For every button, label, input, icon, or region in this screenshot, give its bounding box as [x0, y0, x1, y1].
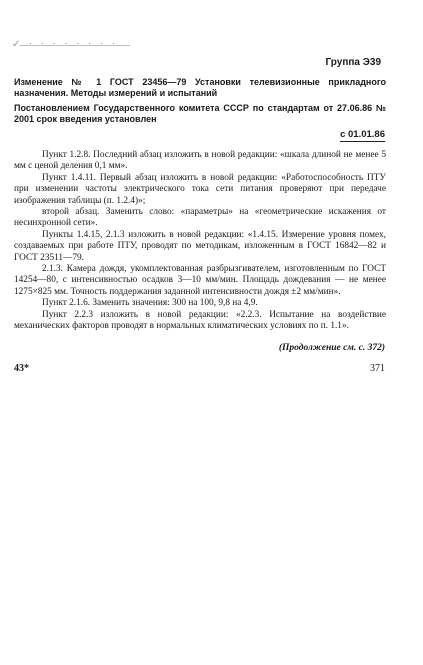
paragraph: Пункт 1.4.11. Первый абзац изложить в новой редакции: «Работоспособность ПТУ при изменении частоты электрического тока сети питания проверяют при передаче изображения таблицы (п. 1.2.4)»; [14, 172, 386, 206]
amendment-body [14, 150, 386, 333]
paragraph: Пункт 2.1.6. Заменить значения: 300 на 100, 9,8 на 4,9. [42, 298, 258, 309]
decree-text: Постановлением Государственного комитета СССР по стандартам от 27.06.86 № 2001 срок введения установлен [14, 103, 386, 124]
paragraph: второй абзац. Заменить слово: «параметры» на «геометрические искажения от несинхронной сети». [14, 207, 386, 229]
page-number: 371 [370, 363, 385, 374]
document-title: Изменение № 1 ГОСТ 23456—79 Установки телевизионные прикладного назначения. Методы измерений и испытаний [14, 77, 386, 98]
paragraph: Пункты 1.4.15, 2.1.3 изложить в новой редакции: «1.4.15. Измерение уровня помех, создаваемых при работе ПТУ, проводят по методикам, изложенным в ГОСТ 16842—82 и ГОСТ 23511—79. [14, 229, 386, 263]
signature-mark: 43* [14, 363, 29, 374]
continuation-note: (Продолжение см. с. 372) [278, 343, 385, 353]
paragraph: Пункт 2.2.3 изложить в новой редакции: «2.2.3. Испытание на воздействие механических факторов проводят в нормальных климатических условиях по п. 1.1». [14, 309, 386, 332]
effective-date: с 01.01.86 [340, 129, 385, 140]
paragraph: 2.1.3. Камера дождя, укомплектованная разбрызгивателем, изготовленным по ГОСТ 14254—80, с интенсивностью осадков 3—10 мм/мин. Площадь дождевания — не менее 1275×825 мм. Точность поддержания заданной интенсивности дождя ±2 мм/мин». [14, 264, 386, 297]
group-label: Группа Э39 [325, 57, 381, 68]
paragraph: Пункт 1.2.8. Последний абзац изложить в новой редакции: «шкала длиной не менее 5 мм с ценой деления 0,1 мм». [14, 150, 386, 172]
scan-artifact-mark: ✓ · · · · · · · · [12, 39, 119, 50]
